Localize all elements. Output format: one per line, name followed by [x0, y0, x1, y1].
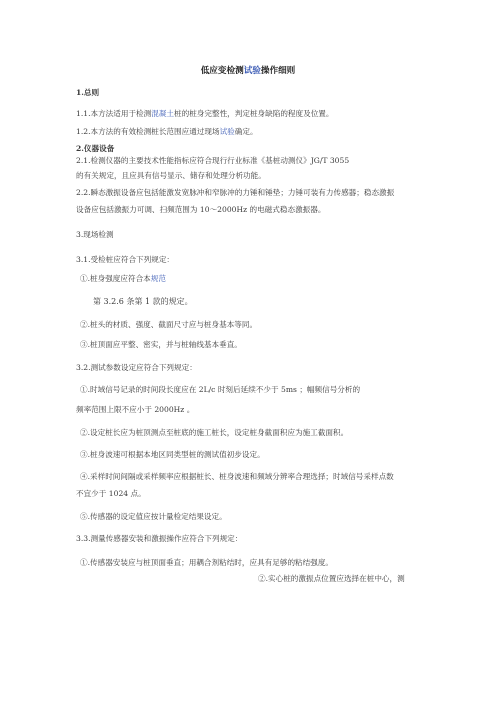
title-link[interactable]: 试验 — [243, 66, 261, 76]
item-3-2-1: ①.时域信号记录的时间段长度应在 2L/c 时刻后延续不少于 5ms ；幅频信号分析的 — [80, 385, 361, 394]
clause-3-2: 3.2.测试参数设定应符合下列规定： — [76, 363, 197, 372]
title-pre: 低应变检测 — [200, 66, 244, 76]
item-3-1-1 — [80, 274, 166, 284]
item-3-1-1-pre: ①.桩身强度应符合本 — [80, 274, 151, 283]
item-3-2-5: ⑤.传感器的设定值应按计量检定结果设定。 — [80, 512, 227, 521]
section-heading-3: 3.现场检测 — [76, 230, 114, 239]
section-heading-2: 2.仪器设备 — [76, 144, 115, 153]
clause-2-1: 2.1.检测仪器的主要技术性能指标应符合现行行业标准《基桩动测仪》JG/T 3055 — [76, 156, 350, 165]
item-3-1-1-cont: 第 3.2.6 条第 1 款的规定。 — [93, 297, 193, 306]
item-3-1-2: ②.桩头的材质、强度、截面尺寸应与桩身基本等同。 — [80, 320, 258, 329]
clause-3-1: 3.1.受检桩应符合下列规定： — [76, 255, 175, 264]
page-title — [0, 64, 496, 76]
clause-2-1-cont: 的有关规定，且应具有信号显示、储存和处理分析功能。 — [76, 171, 266, 180]
section-heading-1: 1.总则 — [76, 88, 100, 97]
clause-1-1-pre: 1.1.本方法适用于检测 — [76, 109, 152, 118]
clause-1-1-post: 桩的桩身完整性，判定桩身缺陷的程度及位置。 — [174, 109, 334, 118]
item-3-2-4: ④.采样时间间隔或采样频率应根据桩长、桩身波速和频域分辨率合理选择；时域信号采样点数 — [80, 472, 394, 481]
clause-1-2 — [76, 127, 258, 137]
clause-1-1 — [76, 109, 334, 119]
item-3-2-1-cont: 频率范围上限不应小于 2000Hz 。 — [76, 405, 195, 414]
clause-1-2-post: 确定。 — [234, 127, 258, 136]
item-3-1-3: ③.桩顶面应平整、密实，并与桩轴线基本垂直。 — [80, 340, 242, 349]
link-test[interactable]: 试验 — [219, 127, 235, 136]
item-3-2-4-cont: 不宜少于 1024 点。 — [76, 489, 146, 498]
title-post: 操作细则 — [260, 66, 296, 76]
clause-1-2-pre: 1.2.本方法的有效检测桩长范围应通过现场 — [76, 127, 220, 136]
item-3-3-2: ②.实心桩的激振点位置应选择在桩中心，测 — [258, 574, 405, 583]
link-concrete[interactable]: 混凝土 — [151, 109, 175, 118]
clause-3-3: 3.3.测量传感器安装和激振操作应符合下列规定： — [76, 534, 243, 543]
item-3-3-1: ①.传感器安装应与桩顶面垂直；用耦合剂粘结时，应具有足够的粘结强度。 — [80, 558, 334, 567]
clause-2-2-cont: 设备应包括激振力可调、扫频范围为 10～2000Hz 的电磁式稳态激振器。 — [76, 205, 326, 214]
link-spec[interactable]: 规范 — [150, 274, 166, 283]
item-3-2-3: ③.桩身波速可根据本地区同类型桩的测试值初步设定。 — [80, 450, 265, 459]
clause-2-2: 2.2.瞬态激振设备应包括能激发宽脉冲和窄脉冲的力锤和锤垫；力锤可装有力传感器；稳态激振 — [76, 188, 395, 197]
item-3-2-2: ②.设定桩长应为桩顶测点至桩底的施工桩长，设定桩身截面积应为施工截面积。 — [80, 428, 349, 437]
